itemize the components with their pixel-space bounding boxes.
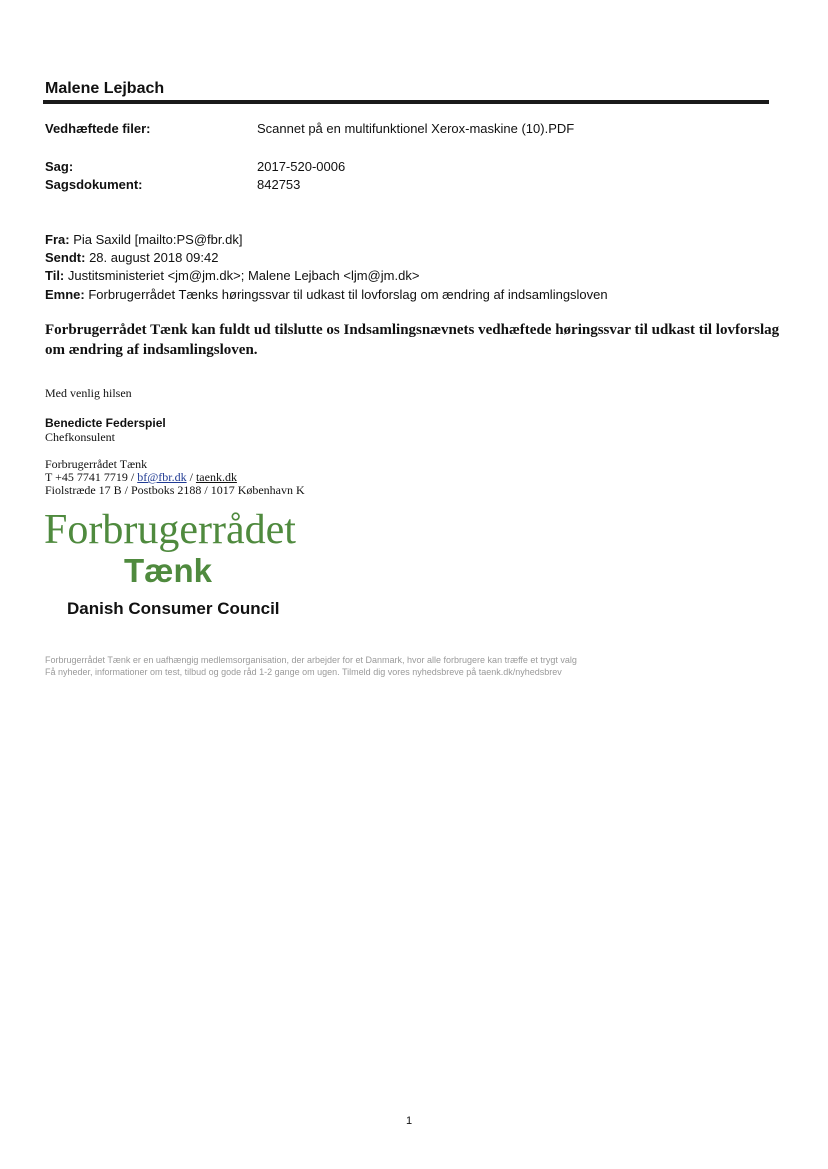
sent-label: Sendt: xyxy=(45,250,86,265)
case-label: Sag: xyxy=(45,159,74,174)
logo-sub-text: Tænk xyxy=(124,552,213,589)
footer-disclaimer xyxy=(45,654,577,678)
email-body: Forbrugerrådet Tænk kan fuldt ud tilslutte os Indsamlingsnævnets vedhæftede høringssvar til udkast til lovforslag om ændring af indsamlingsloven. xyxy=(45,322,780,358)
signature-name: Benedicte Federspiel xyxy=(45,416,166,430)
to-value: Justitsministeriet <jm@jm.dk>; Malene Lejbach <ljm@jm.dk> xyxy=(67,268,420,283)
document-owner: Malene Lejbach xyxy=(45,80,165,97)
email-subject xyxy=(45,287,608,302)
email-from xyxy=(45,232,242,247)
logo-english-text: Danish Consumer Council xyxy=(67,599,280,618)
signature-address: Fiolstræde 17 B / Postboks 2188 / 1017 København K xyxy=(45,483,305,497)
signature-site-link[interactable]: taenk.dk xyxy=(195,470,237,484)
signature-contact xyxy=(45,458,305,497)
from-label: Fra: xyxy=(45,232,70,247)
from-value: Pia Saxild [mailto:PS@fbr.dk] xyxy=(73,232,243,247)
sent-value: 28. august 2018 09:42 xyxy=(89,250,219,265)
subject-value: Forbrugerrådet Tænks høringssvar til udkast til lovforslag om ændring af indsamlingsloven xyxy=(88,287,608,302)
signature-title: Chefkonsulent xyxy=(45,430,115,444)
email-sent xyxy=(45,250,218,265)
attachments-value: Scannet på en multifunktionel Xerox-maskine (10).PDF xyxy=(257,121,575,136)
casedoc-label: Sagsdokument: xyxy=(45,177,143,192)
case-value: 2017-520-0006 xyxy=(257,159,346,174)
attachments-label: Vedhæftede filer: xyxy=(45,121,151,136)
signature-phone: T +45 7741 7719 / xyxy=(45,470,138,484)
signature-sep: / xyxy=(186,470,196,484)
signature-org: Forbrugerrådet Tænk xyxy=(45,457,148,471)
to-label: Til: xyxy=(45,268,65,283)
email-to xyxy=(45,268,419,283)
footer-line-1: Forbrugerrådet Tænk er en uafhængig medlemsorganisation, der arbejder for et Danmark, hvor alle forbrugere kan træffe et trygt valg xyxy=(45,655,577,665)
footer-line-2: Få nyheder, informationer om test, tilbud og gode råd 1-2 gange om ugen. Tilmeld dig vores nyhedsbreve på taenk.dk/nyhedsbrev xyxy=(45,667,562,677)
subject-label: Emne: xyxy=(45,287,85,302)
regards: Med venlig hilsen xyxy=(45,386,132,400)
logo-main-text: Forbrugerrådet xyxy=(44,507,296,553)
casedoc-value: 842753 xyxy=(257,177,301,192)
header-rule xyxy=(43,100,769,104)
page-number: 1 xyxy=(406,1115,413,1127)
signature-email-link[interactable]: bf@fbr.dk xyxy=(137,470,187,484)
